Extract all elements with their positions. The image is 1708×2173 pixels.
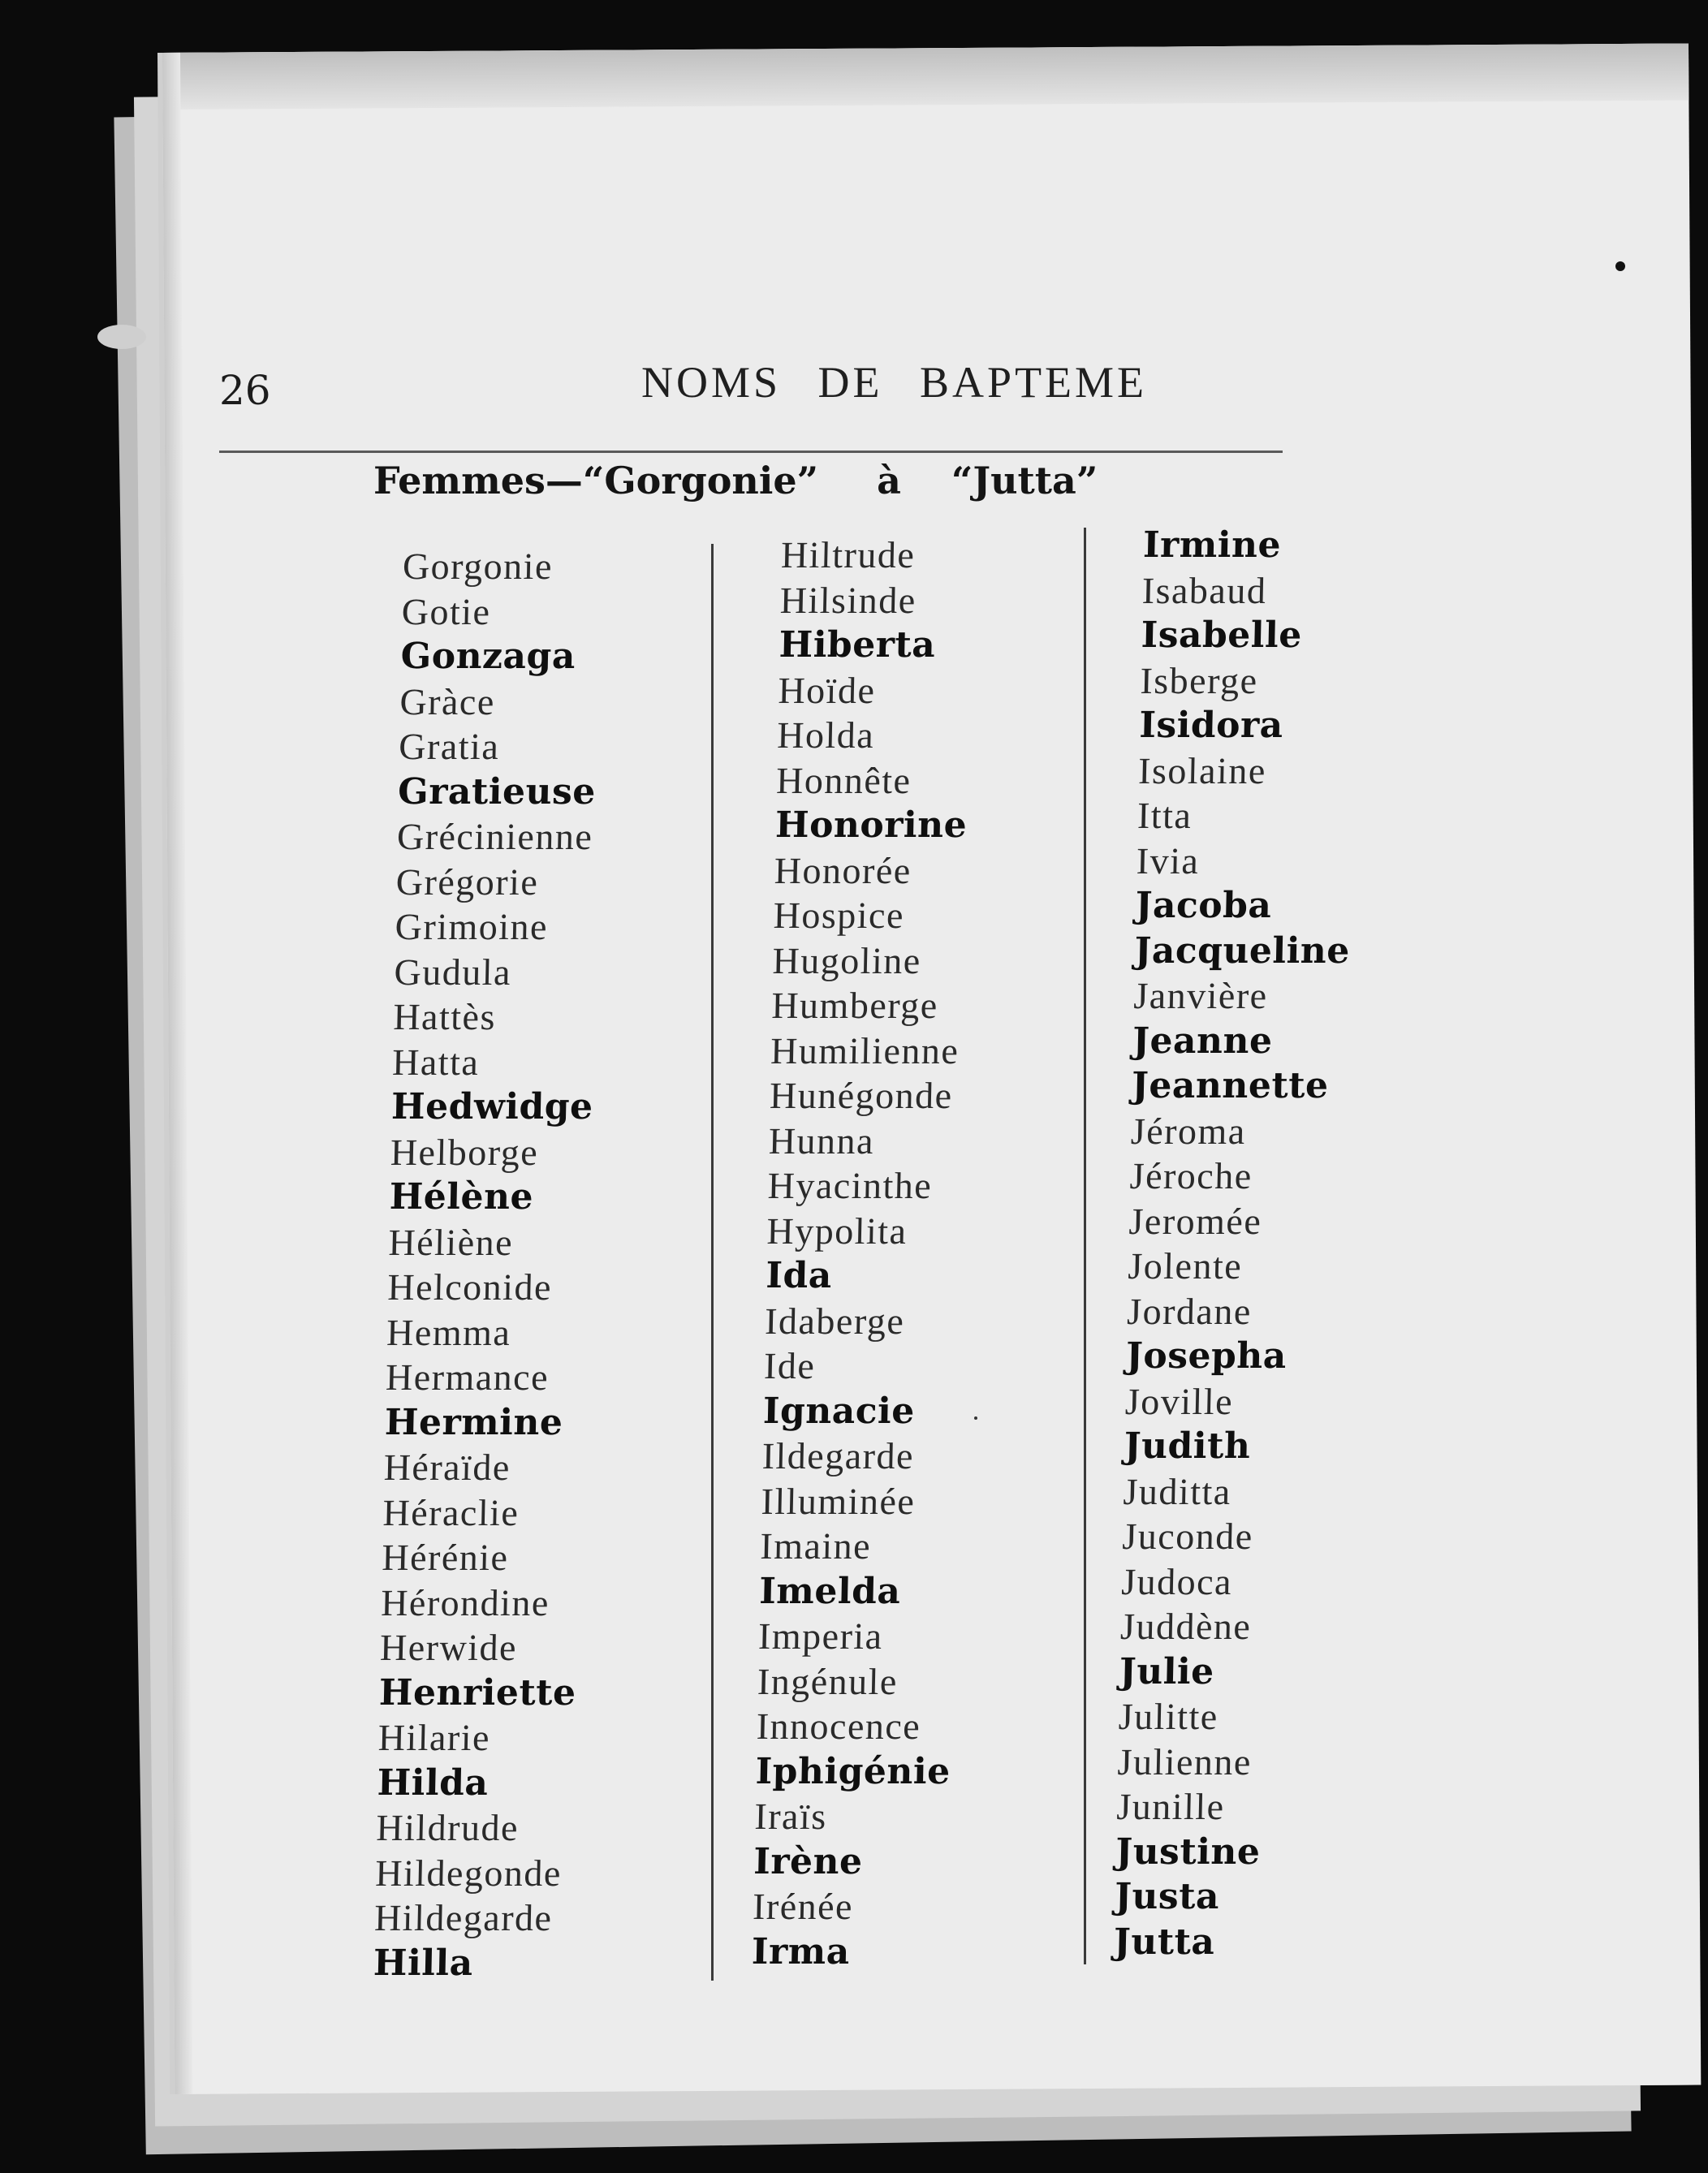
name-entry: Honorée [774, 849, 912, 891]
column-divider [1084, 528, 1086, 1964]
name-column-3 [1113, 523, 1358, 1964]
name-entry: Humilienne [770, 1029, 960, 1071]
name-entry: Janvière [1132, 975, 1269, 1016]
name-entry: Imperia [757, 1615, 884, 1657]
name-entry: Imaine [759, 1525, 872, 1567]
name-entry: Hyacinthe [767, 1165, 933, 1206]
name-entry: Irma [751, 1930, 851, 1973]
name-entry: Honorine [774, 804, 968, 846]
name-entry: Hérondine [380, 1581, 550, 1623]
section-connector: à [877, 459, 901, 502]
name-entry: Hospice [773, 895, 905, 936]
name-entry: Juditta [1123, 1470, 1232, 1512]
heading-dash: — [545, 459, 583, 502]
name-entry: Gorgonie [402, 545, 554, 587]
name-entry: Judoca [1120, 1560, 1233, 1602]
name-entry: Isolaine [1137, 749, 1267, 791]
section-heading [373, 459, 1098, 502]
column-divider [711, 544, 714, 1981]
name-entry: Julienne [1117, 1740, 1253, 1783]
name-entry: Hildegarde [373, 1897, 554, 1938]
name-entry: Jutta [1113, 1921, 1215, 1963]
name-entry: Isabaud [1141, 569, 1267, 611]
name-entry: Gudula [394, 951, 512, 993]
name-entry: Henriette [378, 1671, 577, 1714]
name-entry: Irène [753, 1840, 864, 1882]
name-entry: Irmine [1142, 524, 1282, 566]
name-entry: Gotie [401, 590, 492, 632]
name-entry: Helborge [390, 1131, 539, 1173]
name-entry: Jéroma [1130, 1110, 1247, 1152]
name-entry: Hildegonde [374, 1852, 563, 1894]
name-entry: Jéroche [1129, 1155, 1253, 1196]
name-entry: Justa [1114, 1876, 1220, 1917]
name-entry: Hiltrude [780, 534, 916, 576]
name-entry: Hérénie [381, 1537, 510, 1578]
name-entry: Isidora [1138, 705, 1284, 746]
page-header [219, 317, 1469, 430]
name-entry: Héliène [388, 1221, 514, 1263]
name-entry: Honnête [775, 759, 912, 801]
name-entry: Joville [1124, 1380, 1234, 1422]
name-entry: Grécinienne [396, 816, 593, 857]
name-entry: Idaberge [764, 1300, 905, 1342]
name-entry: Ida [765, 1255, 833, 1296]
name-entry: Josepha [1125, 1335, 1287, 1377]
section-range-end: “Jutta” [951, 459, 1098, 502]
name-entry: Hilla [373, 1942, 474, 1984]
name-entry: Hildrude [375, 1807, 520, 1848]
name-entry: Gratieuse [397, 770, 597, 813]
name-entry: Julie [1119, 1650, 1215, 1692]
name-entry: Iraïs [753, 1796, 828, 1837]
name-entry: Hugoline [772, 939, 922, 981]
section-group: Femmes [373, 459, 546, 502]
name-entry: Isabelle [1141, 614, 1303, 656]
name-entry: Isberge [1140, 659, 1259, 701]
name-entry: Iphigénie [755, 1750, 951, 1792]
name-entry: Julitte [1118, 1696, 1219, 1737]
name-entry: Jeanne [1132, 1020, 1274, 1062]
name-entry: Hilsinde [779, 579, 917, 621]
name-entry: Jolente [1127, 1245, 1243, 1287]
name-entry: Holda [776, 714, 875, 756]
name-entry: Ildegarde [761, 1435, 915, 1477]
name-entry: Innocence [756, 1705, 921, 1747]
name-entry: Hoïde [778, 669, 876, 711]
name-entry: Hattès [392, 996, 497, 1037]
name-column-1 [373, 544, 605, 1985]
name-entry: Grimoine [395, 906, 549, 947]
name-entry: Gonzaga [400, 636, 576, 677]
name-entry: Ignacie [762, 1390, 916, 1432]
name-column-2 [751, 532, 976, 1974]
name-entry: Hypolita [766, 1209, 908, 1252]
name-entry: Gratia [398, 726, 500, 767]
name-entry: Junille [1115, 1786, 1226, 1827]
name-entry: Judith [1124, 1425, 1251, 1467]
name-entry: Hilda [377, 1761, 489, 1804]
name-entry: Ide [763, 1345, 816, 1386]
name-entry: Hunna [768, 1119, 875, 1162]
section-range-start: “Gorgonie” [582, 459, 819, 502]
name-entry: Juddène [1119, 1606, 1252, 1647]
name-entry: Jacoba [1135, 885, 1273, 926]
name-entry: Herwide [379, 1627, 518, 1668]
name-entry: Hedwidge [390, 1086, 594, 1127]
name-entry: Hermine [384, 1401, 563, 1443]
name-entry: Illuminée [761, 1480, 916, 1522]
name-entry: Héraïde [383, 1447, 511, 1488]
name-entry: Juconde [1121, 1515, 1254, 1557]
name-entry: Hiberta [779, 624, 936, 666]
name-entry: Hilarie [377, 1717, 491, 1758]
header-rule [219, 451, 1283, 453]
running-title: NOMS DE BAPTEME [641, 358, 1148, 407]
name-entry: Itta [1137, 795, 1193, 836]
name-entry: Gràce [399, 680, 496, 722]
name-entry: Ivia [1136, 839, 1200, 882]
name-entry: Justine [1115, 1830, 1261, 1873]
name-entry: Héraclie [382, 1491, 520, 1533]
name-entry: Grégorie [395, 860, 539, 903]
name-entry: Jeannette [1131, 1065, 1330, 1106]
name-entry: Humberge [770, 985, 939, 1026]
name-entry: Irénée [752, 1886, 854, 1927]
name-entry: Hatta [391, 1041, 480, 1083]
name-entry: Hermance [385, 1356, 550, 1398]
name-entry: Ingénule [757, 1660, 899, 1702]
name-entry: Jacqueline [1134, 929, 1351, 972]
name-entry: Imelda [758, 1570, 901, 1612]
name-entry: Helconide [386, 1266, 553, 1308]
name-entry: Jordane [1126, 1290, 1253, 1332]
name-entry: Jeromée [1128, 1200, 1262, 1242]
name-entry: Hunégonde [769, 1075, 954, 1116]
page-number: 26 [219, 367, 271, 414]
name-entry: Hemma [386, 1311, 511, 1353]
name-entry: Hélène [389, 1176, 534, 1218]
